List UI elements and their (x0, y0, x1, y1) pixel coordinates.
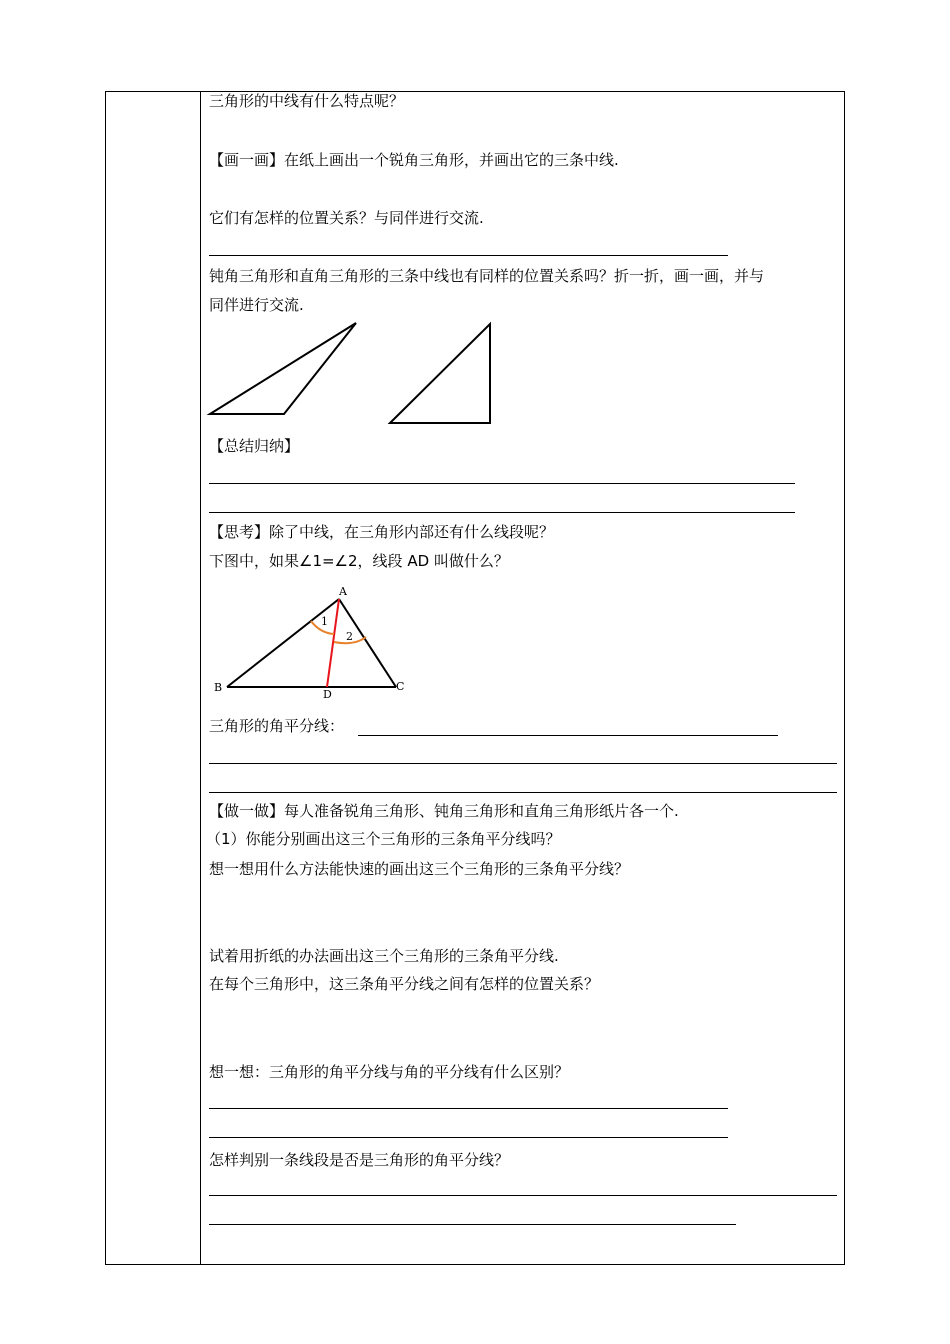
label-c: C (396, 680, 405, 693)
text-relation-question: 它们有怎样的位置关系？与同伴进行交流. (209, 209, 484, 227)
answer-blank (209, 1137, 728, 1138)
answer-blank (209, 1224, 736, 1225)
label-b: B (214, 681, 223, 694)
text-position-relation: 在每个三角形中，这三条角平分线之间有怎样的位置关系？ (209, 975, 600, 993)
text-judge-question: 怎样判别一条线段是否是三角形的角平分线？ (209, 1151, 510, 1169)
answer-blank (209, 1108, 728, 1109)
text-think-question: 【思考】除了中线，在三角形内部还有什么线段呢？ (209, 523, 555, 541)
text-median-question: 三角形的中线有什么特点呢？ (209, 92, 405, 110)
text-draw-medians: 【画一画】在纸上画出一个锐角三角形，并画出它的三条中线. (209, 151, 619, 169)
text-bisector-definition: 三角形的角平分线： (209, 717, 345, 735)
angle-2-label: 2 (346, 630, 353, 643)
answer-blank (209, 763, 837, 764)
text-discuss: 同伴进行交流. (209, 296, 304, 314)
text-question-1: （1）你能分别画出这三个三角形的三条角平分线吗？ (206, 830, 561, 848)
text-obtuse-right-question: 钝角三角形和直角三角形的三条中线也有同样的位置关系吗？折一折，画一画，并与 (209, 267, 765, 285)
text-quick-method: 想一想用什么方法能快速的画出这三个三角形的三条角平分线？ (209, 860, 630, 878)
label-a: A (339, 585, 347, 598)
text-paper-folding: 试着用折纸的办法画出这三个三角形的三条角平分线. (209, 947, 559, 965)
label-d: D (323, 688, 332, 701)
text-do-it: 【做一做】每人准备锐角三角形、钝角三角形和直角三角形纸片各一个. (209, 802, 679, 820)
answer-blank (209, 792, 837, 793)
text-summary-heading: 【总结归纳】 (209, 437, 300, 455)
answer-blank (358, 735, 778, 736)
text-difference-question: 想一想：三角形的角平分线与角的平分线有什么区别？ (209, 1063, 570, 1081)
text-ad-question: 下图中，如果∠1=∠2，线段 AD 叫做什么？ (209, 552, 509, 570)
answer-blank (209, 1195, 837, 1196)
angle-1-label: 1 (321, 615, 328, 628)
side-ab (227, 599, 339, 687)
